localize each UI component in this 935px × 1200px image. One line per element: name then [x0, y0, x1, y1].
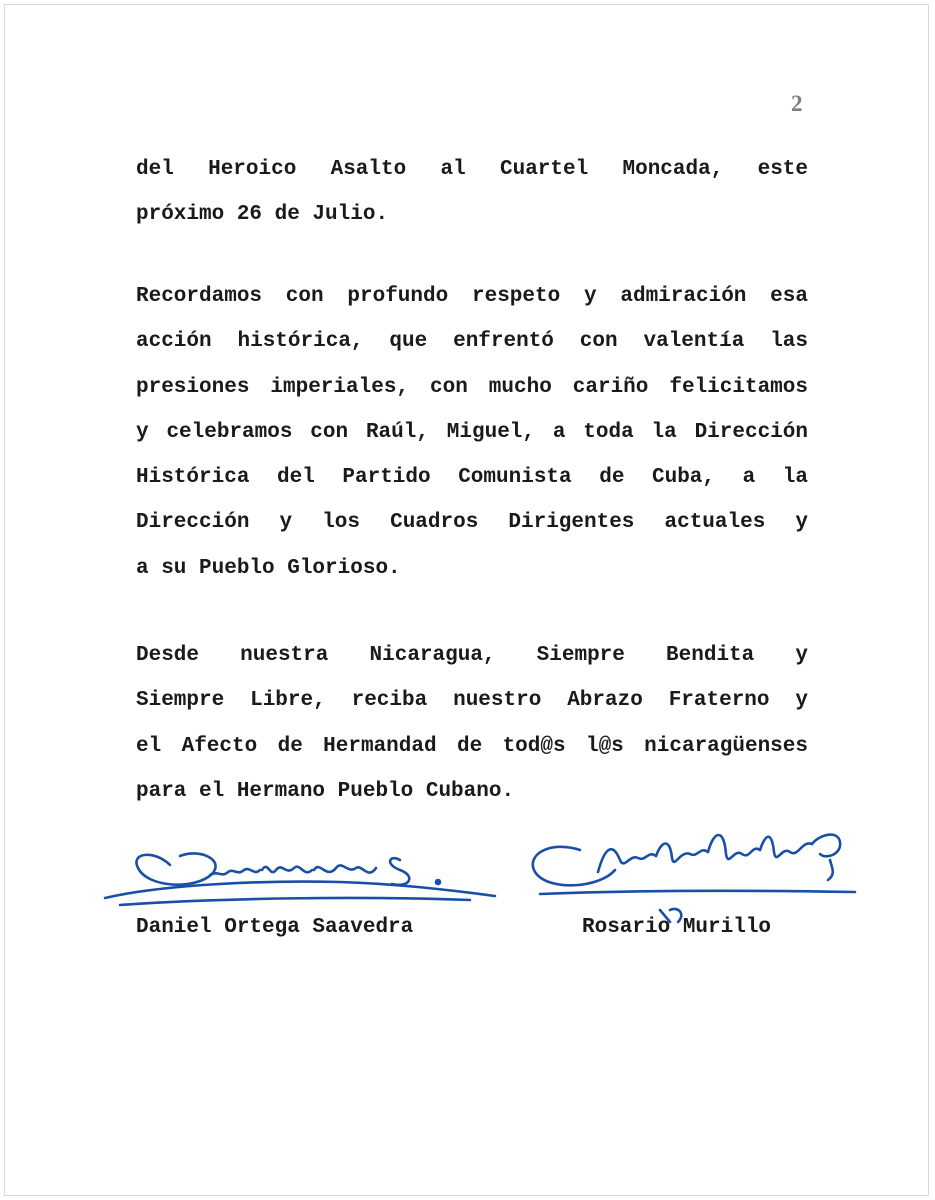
paragraph-line: Histórica del Partido Comunista de Cuba, a la: [136, 466, 808, 490]
paragraph-line: presiones imperiales, con mucho cariño felicitamos: [136, 375, 808, 399]
paragraph-1: [136, 147, 808, 238]
paragraph-line: Dirección y los Cuadros Dirigentes actuales y: [136, 511, 808, 535]
paragraph-3: [136, 633, 808, 814]
paragraph-line: acción histórica, que enfrentó con valentía las: [136, 330, 808, 354]
paragraph-line: el Afecto de Hermandad de tod@s l@s nicaragüenses: [136, 734, 808, 758]
document-page: [4, 4, 929, 1196]
paragraph-line: y celebramos con Raúl, Miguel, a toda la Dirección: [136, 420, 808, 444]
paragraph-line: Desde nuestra Nicaragua, Siempre Bendita y: [136, 644, 808, 667]
signer-name-left: Daniel Ortega Saavedra: [136, 916, 414, 939]
paragraph-line: Siempre Libre, reciba nuestro Abrazo Fraterno y: [136, 689, 808, 713]
paragraph-line: próximo 26 de Julio.: [136, 203, 389, 227]
paragraph-2: [136, 274, 808, 591]
signer-name-right: Rosario Murillo: [582, 916, 772, 939]
paragraph-line: a su Pueblo Glorioso.: [136, 556, 401, 580]
page-number: 2: [791, 91, 803, 116]
paragraph-line: del Heroico Asalto al Cuartel Moncada, este: [136, 158, 808, 181]
paragraph-line: para el Hermano Pueblo Cubano.: [136, 779, 515, 803]
paragraph-line: Recordamos con profundo respeto y admiración esa: [136, 285, 808, 308]
